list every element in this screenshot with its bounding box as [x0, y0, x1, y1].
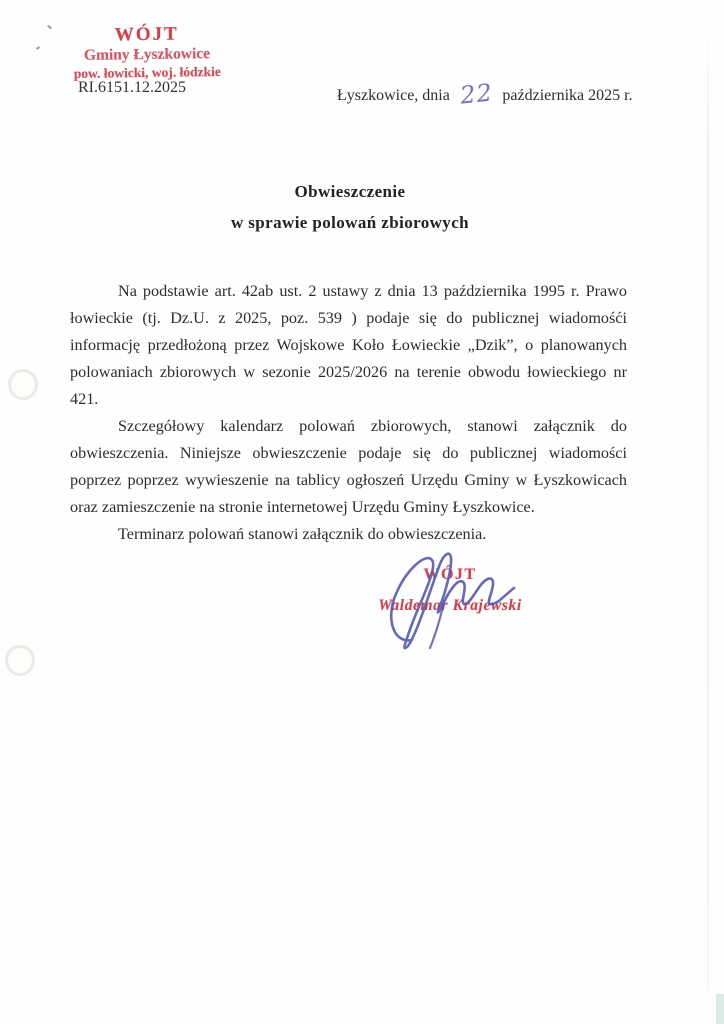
body-paragraph-2: Szczegółowy kalendarz polowań zbiorowych, stanowi załącznik do obwieszczenia. Niniejsze obwieszczenie podaje się do publicznej wiadomości poprzez poprzez wywieszenie na tablicy ogłoszeń Urzędu Gminy w Łyszkowicach oraz zamieszczenie na stronie internetowej Urzędu Gminy Łyszkowice.: [70, 417, 627, 516]
body-paragraph-3: Terminarz polowań stanowi załącznik do obwieszczenia.: [118, 525, 487, 543]
sender-office-stamp: [58, 23, 237, 82]
title-line-1: Obwieszczenie: [294, 182, 406, 201]
punch-hole-bottom: [5, 645, 35, 676]
document-title: [70, 182, 630, 233]
dateline-suffix: października 2025 r.: [502, 87, 633, 104]
dateline-prefix: Łyszkowice, dnia: [337, 87, 450, 104]
signature-office-title: WÓJT: [423, 566, 477, 583]
scan-speck: [36, 46, 40, 50]
handwritten-day: 22: [458, 78, 494, 110]
reference-number: RI.6151.12.2025: [78, 79, 186, 96]
scan-edge-artifact: [707, 28, 709, 990]
stamp-office-title: WÓJT: [114, 23, 179, 46]
stamp-municipality: Gminy Łyszkowice: [83, 45, 211, 65]
signature-block: [360, 566, 540, 615]
signature-name: Waldemar Krajewski: [378, 597, 522, 614]
scan-speck: [47, 25, 52, 30]
scan-corner-artifact: [716, 994, 724, 1024]
punch-hole-top: [8, 369, 38, 400]
stamp-district: pow. łowicki, woj. łódzkie: [73, 63, 221, 81]
document-body: [70, 278, 627, 548]
title-line-2: w sprawie polowań zbiorowych: [230, 213, 470, 232]
dateline: [337, 78, 633, 110]
body-paragraph-1: Na podstawie art. 42ab ust. 2 ustawy z dnia 13 października 1995 r. Prawo łowieckie (tj. Dz.U. z 2025, poz. 539 ) podaje się do publicznej wiadomośći informację przedłożoną przez Wojskowe Koło Łowieckie „Dzik”, o planowanych polowaniach zbiorowych w sezonie 2025/2026 na terenie obwodu łowieckiego nr 421.: [70, 282, 627, 408]
